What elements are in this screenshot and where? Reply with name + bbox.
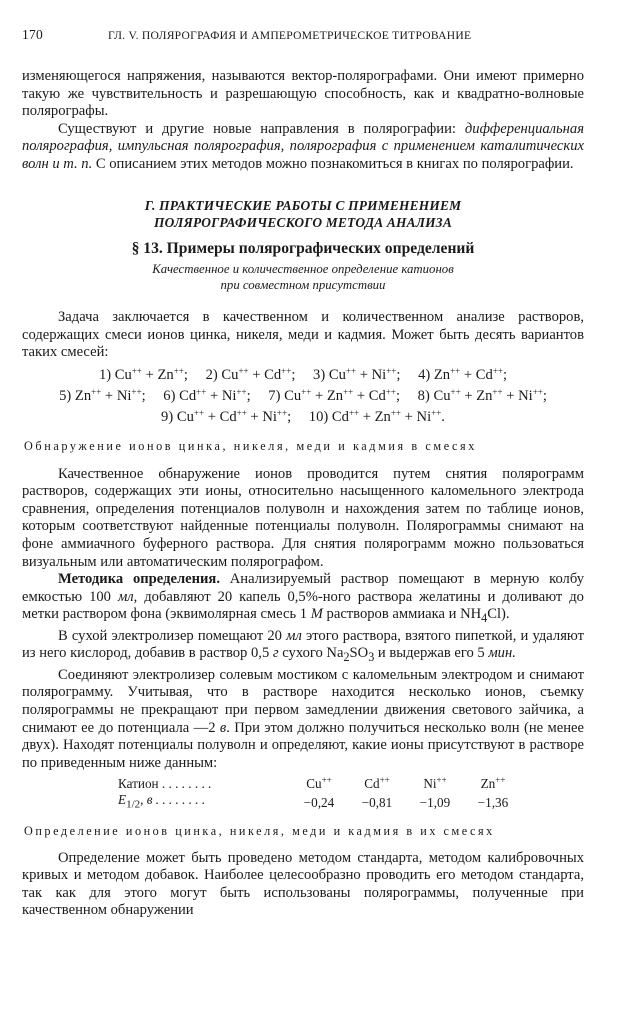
potential-cu: −0,24 bbox=[303, 794, 335, 810]
method-paragraph: Методика определения. Анализируемый раствор помещают в мерную колбу емкостью 100 мл, добавляют 20 капель 0,5%-ного раствора желатины и доливают до метки раствором фона (эквимолярная смесь 1 М растворов аммиака и $NH_4Cl$). bbox=[22, 571, 585, 626]
variant-9: 9) Cu++ + Cd++ + Ni++; bbox=[161, 407, 292, 425]
variants-row-3 bbox=[22, 407, 584, 428]
variant-5: 5) Zn++ + Ni++; bbox=[59, 386, 146, 404]
cation-cu: Cu++ bbox=[306, 775, 332, 792]
cation-label: Катион . . . . . . . . bbox=[118, 776, 212, 792]
potential-label: $E_{1/2}$, в . . . . . . . . bbox=[118, 792, 206, 812]
task-paragraph: Задача заключается в качественном и количественном анализе растворов, содержащих смеси ионов цинка, никеля, меди и кадмия. Может быть десять вариантов таких смесей: bbox=[22, 309, 584, 361]
variant-3: 3) Cu++ + Ni++; bbox=[313, 365, 401, 383]
quantitative-paragraph: Определение может быть проведено методом стандарта, методом калибровочных кривых и методом добавок. Наиболее целесообразно проводить его методом стандарта, так как для этого могут быть использованы полярограммы, полученные при качественном обнаружении bbox=[22, 849, 584, 919]
mixture-variants bbox=[22, 365, 584, 428]
intro-paragraph-2: Существуют и другие новые направления в полярографии: дифференциальная полярография, импульсная полярография, полярография с применением каталитических волн и т. п. С описанием этих методов можно познакомиться в книгах по полярографии. bbox=[22, 120, 584, 172]
running-title: ГЛ. V. ПОЛЯРОГРАФИЯ И АМПЕРОМЕТРИЧЕСКОЕ ТИТРОВАНИЕ bbox=[108, 29, 472, 42]
variant-1: 1) Cu++ + Zn++; bbox=[98, 365, 188, 383]
cation-ni: Ni++ bbox=[423, 775, 447, 792]
method-label: Методика определения. bbox=[58, 571, 220, 588]
page-header bbox=[22, 26, 584, 46]
variant-6: 6) Cd++ + Ni++; bbox=[163, 386, 251, 404]
variant-8: 8) Cu++ + Zn++ + Ni++; bbox=[417, 386, 547, 404]
methods-list: дифференциальная полярография, импульсная полярография, полярография с применением каталитических волн и т. п. bbox=[22, 120, 584, 172]
table-row-potentials bbox=[118, 792, 522, 813]
intro-paragraph-1: изменяющегося напряжения, называются вектор-полярографами. Они имеют примерно такую же чувствительность и разрешающую способность, как и квадратно-волновые полярографы. bbox=[22, 68, 584, 120]
variant-2: 2) Cu++ + Cd++; bbox=[205, 365, 296, 383]
variants-row-2 bbox=[22, 386, 584, 407]
potential-zn: −1,36 bbox=[477, 794, 509, 810]
paragraph-title: § 13. Примеры полярографических определений bbox=[131, 239, 475, 257]
cation-cd: Cd++ bbox=[364, 775, 390, 792]
detection-paragraph: Качественное обнаружение ионов проводится путем снятия полярограмм растворов, содержащих эти ионы, относительно насыщенного каломельного электрода сравнения, определения потенциалов полуволн и нахождения затем по таблице ионов, которым соответствуют найденные потенциалы полуволн. Полярограммы снимают на фоне аммиачного буферного раствора. Для снятия полярограмм можно пользоваться визуальным или автоматическим полярографом. bbox=[22, 465, 584, 570]
polarogram-paragraph: Соединяют электролизер солевым мостиком с каломельным электродом и снимают полярограмму. Учитывая, что в растворе находится несколько ионов, съемку полярограммы не прекращают при первом замедлении движения светового зайчика, а снимают ее до потенциала —2 в. При этом должно получиться несколько волн (не менее двух). Находят потенциалы полуволн и определяют, какие ионы присутствуют в растворе по приведенным ниже данным: bbox=[22, 666, 584, 771]
detection-heading: Обнаружение ионов цинка, никеля, меди и кадмия в смесях bbox=[24, 438, 477, 453]
book-page bbox=[0, 26, 618, 1026]
variant-4: 4) Zn++ + Cd++; bbox=[418, 365, 508, 383]
variants-row-1 bbox=[22, 365, 584, 386]
potential-cd: −0,81 bbox=[361, 794, 393, 810]
variant-7: 7) Cu++ + Zn++ + Cd++; bbox=[268, 386, 400, 404]
cation-zn: Zn++ bbox=[480, 775, 506, 792]
potential-ni: −1,09 bbox=[419, 794, 451, 810]
electrolyzer-paragraph: В сухой электролизер помещают 20 мл этого раствора, взятого пипеткой, и удаляют из него кислород, добавив в раствор 0,5 г сухого $Na_2SO_3$ и выдержав его 5 мин. bbox=[22, 627, 585, 665]
page-number: 170 bbox=[22, 27, 43, 42]
section-title: Г. ПРАКТИЧЕСКИЕ РАБОТЫ С ПРИМЕНЕНИЕМ ПОЛЯРОГРАФИЧЕСКОГО МЕТОДА АНАЛИЗА bbox=[144, 197, 462, 230]
half-wave-potentials-table bbox=[118, 776, 522, 813]
variant-10: 10) Cd++ + Zn++ + Ni++. bbox=[308, 407, 445, 425]
table-row-cations bbox=[118, 776, 522, 792]
subsection-title: Качественное и количественное определение катионов при совместном присутствии bbox=[152, 262, 454, 292]
quantitative-heading: Определение ионов цинка, никеля, меди и кадмия в их смесях bbox=[24, 824, 495, 839]
